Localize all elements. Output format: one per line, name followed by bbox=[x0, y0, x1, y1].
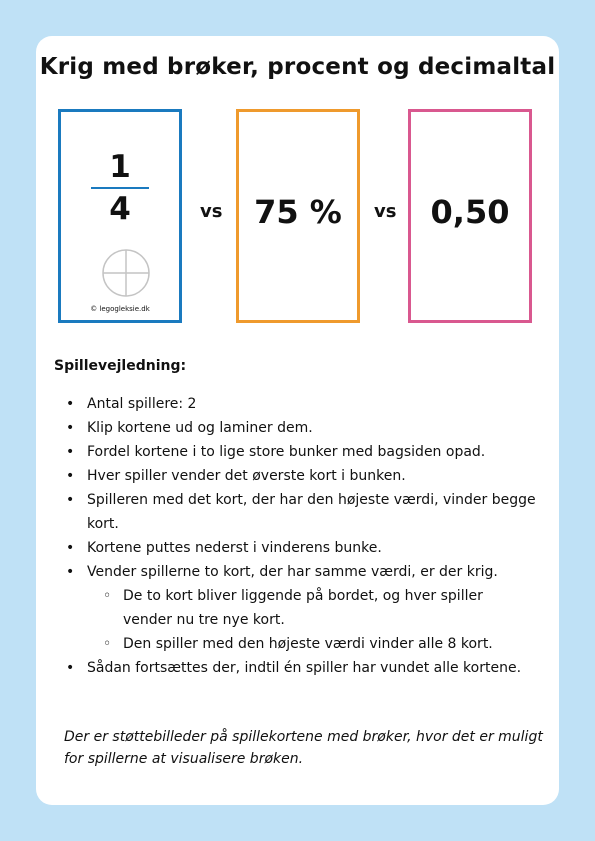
list-item: • Antal spillere: 2 bbox=[66, 392, 536, 416]
decimal-card bbox=[408, 109, 532, 323]
fraction-numerator: 1 bbox=[109, 149, 131, 185]
list-item: • Hver spiller vender det øverste kort i bunken. bbox=[66, 464, 536, 488]
vs-label: vs bbox=[200, 201, 223, 222]
percent-card bbox=[236, 109, 360, 323]
quarter-circle-icon bbox=[101, 248, 151, 298]
fraction bbox=[61, 148, 179, 228]
sub-list bbox=[87, 584, 536, 656]
fraction-bar bbox=[91, 187, 149, 189]
list-item-text: Vender spillerne to kort, der har samme værdi, er der krig. bbox=[87, 564, 498, 580]
worksheet bbox=[36, 36, 559, 805]
page-title: Krig med brøker, procent og decimaltal bbox=[39, 54, 556, 80]
fraction-card bbox=[58, 109, 182, 323]
list-item: • Fordel kortene i to lige store bunker med bagsiden opad. bbox=[66, 440, 536, 464]
sub-list-item: ◦ Den spiller med den højeste værdi vinder alle 8 kort. bbox=[87, 632, 536, 656]
footnote: Der er støttebilleder på spillekortene med brøker, hvor det er muligt for spillerne at visualisere brøken. bbox=[64, 729, 543, 767]
list-item: • Klip kortene ud og laminer dem. bbox=[66, 416, 536, 440]
vs-label: vs bbox=[374, 201, 397, 222]
list-item: • Sådan fortsættes der, indtil én spiller har vundet alle kortene. bbox=[66, 656, 536, 680]
list-item: • Spilleren med det kort, der har den højeste værdi, vinder begge kort. bbox=[66, 488, 536, 536]
fraction-denominator: 4 bbox=[109, 191, 131, 227]
decimal-value: 0,50 bbox=[430, 193, 510, 231]
instructions-heading: Spillevejledning: bbox=[54, 358, 187, 374]
list-item: • Kortene puttes nederst i vinderens bunke. bbox=[66, 536, 536, 560]
instructions-list bbox=[66, 392, 536, 680]
list-item bbox=[66, 560, 536, 656]
sub-list-item: ◦ De to kort bliver liggende på bordet, og hver spiller vender nu tre nye kort. bbox=[87, 584, 536, 632]
copyright-credit: © legogleksie.dk bbox=[90, 305, 150, 313]
percent-value: 75 % bbox=[254, 193, 342, 231]
